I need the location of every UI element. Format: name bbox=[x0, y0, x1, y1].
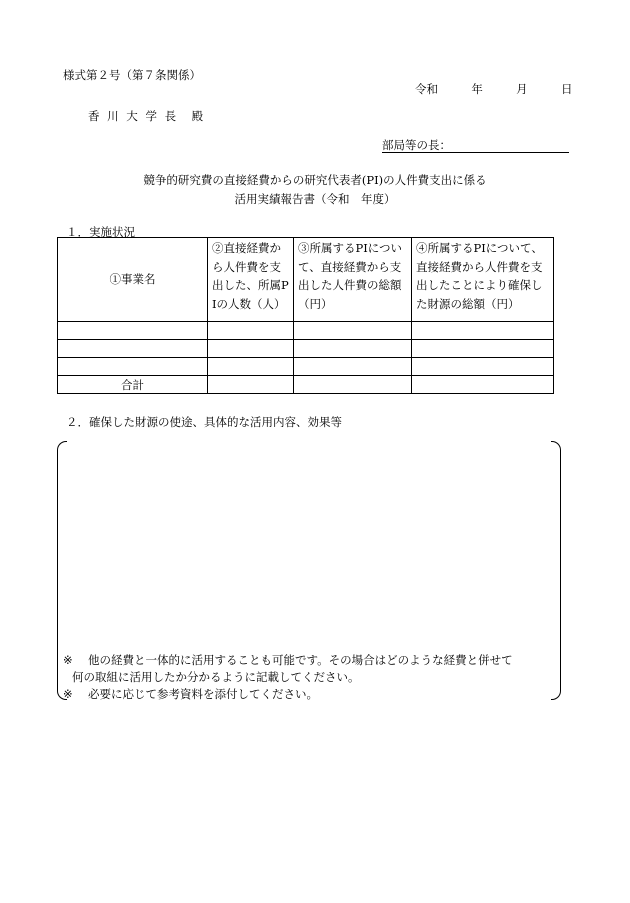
column-header-pi-count: ②直接経費から人件費を支出した、所属PIの人数（人） bbox=[208, 238, 294, 322]
table-cell[interactable] bbox=[294, 358, 412, 376]
table-cell[interactable] bbox=[412, 340, 554, 358]
table-row bbox=[58, 358, 554, 376]
table-row bbox=[58, 322, 554, 340]
note-1-text-line-2: 何の取組に活用したか分かるように記載してください。 bbox=[72, 670, 360, 684]
table-row bbox=[58, 340, 554, 358]
note-2-text: 必要に応じて参考資料を添付してください。 bbox=[88, 687, 318, 701]
date-day: 日 bbox=[560, 82, 573, 96]
column-header-secured-funds-total: ④所属するPIについて、直接経費から人件費を支出したことにより確保した財源の総額（円） bbox=[412, 238, 554, 322]
table-cell[interactable] bbox=[412, 376, 554, 394]
table-cell[interactable] bbox=[412, 358, 554, 376]
table-header-row bbox=[58, 238, 554, 322]
note-2 bbox=[63, 686, 318, 702]
note-1 bbox=[63, 652, 513, 668]
date-era: 令和 bbox=[415, 82, 438, 96]
addressee: 香 川 大 学 長 殿 bbox=[88, 109, 206, 123]
table-cell[interactable] bbox=[58, 322, 208, 340]
date-year: 年 bbox=[471, 82, 483, 96]
column-header-personnel-cost-total: ③所属するPIについて、直接経費から支出した人件費の総額（円） bbox=[294, 238, 412, 322]
report-title-line-2: 活用実績報告書（令和 年度） bbox=[234, 192, 396, 206]
section1-heading: １．実施状況 bbox=[66, 225, 135, 239]
date-month: 月 bbox=[516, 82, 528, 96]
implementation-status-table bbox=[57, 237, 554, 394]
table-cell[interactable] bbox=[294, 322, 412, 340]
table-cell[interactable] bbox=[294, 376, 412, 394]
table-cell[interactable] bbox=[208, 358, 294, 376]
date-line bbox=[415, 81, 572, 97]
table-cell[interactable] bbox=[208, 376, 294, 394]
table-cell[interactable] bbox=[58, 340, 208, 358]
dept-head-label: 部局等の長： bbox=[382, 138, 451, 152]
total-label: 合計 bbox=[58, 376, 208, 394]
table-cell[interactable] bbox=[412, 322, 554, 340]
note-mark: ※ bbox=[63, 687, 73, 701]
table-cell[interactable] bbox=[208, 322, 294, 340]
form-number: 様式第２号（第７条関係） bbox=[63, 68, 201, 82]
table-total-row bbox=[58, 376, 554, 394]
column-header-project-name: ①事業名 bbox=[58, 238, 208, 322]
section2-heading: ２．確保した財源の使途、具体的な活用内容、効果等 bbox=[66, 415, 342, 429]
table-cell[interactable] bbox=[208, 340, 294, 358]
dept-head-underline bbox=[382, 152, 569, 153]
note-mark: ※ bbox=[63, 653, 73, 667]
table-cell[interactable] bbox=[294, 340, 412, 358]
note-1-text-line-1: 他の経費と一体的に活用することも可能です。その場合はどのような経費と併せて bbox=[88, 653, 513, 667]
dept-head-field[interactable] bbox=[382, 137, 569, 153]
report-title-line-1: 競争的研究費の直接経費からの研究代表者(PI)の人件費支出に係る bbox=[143, 173, 487, 187]
table-cell[interactable] bbox=[58, 358, 208, 376]
right-bracket bbox=[551, 441, 561, 700]
